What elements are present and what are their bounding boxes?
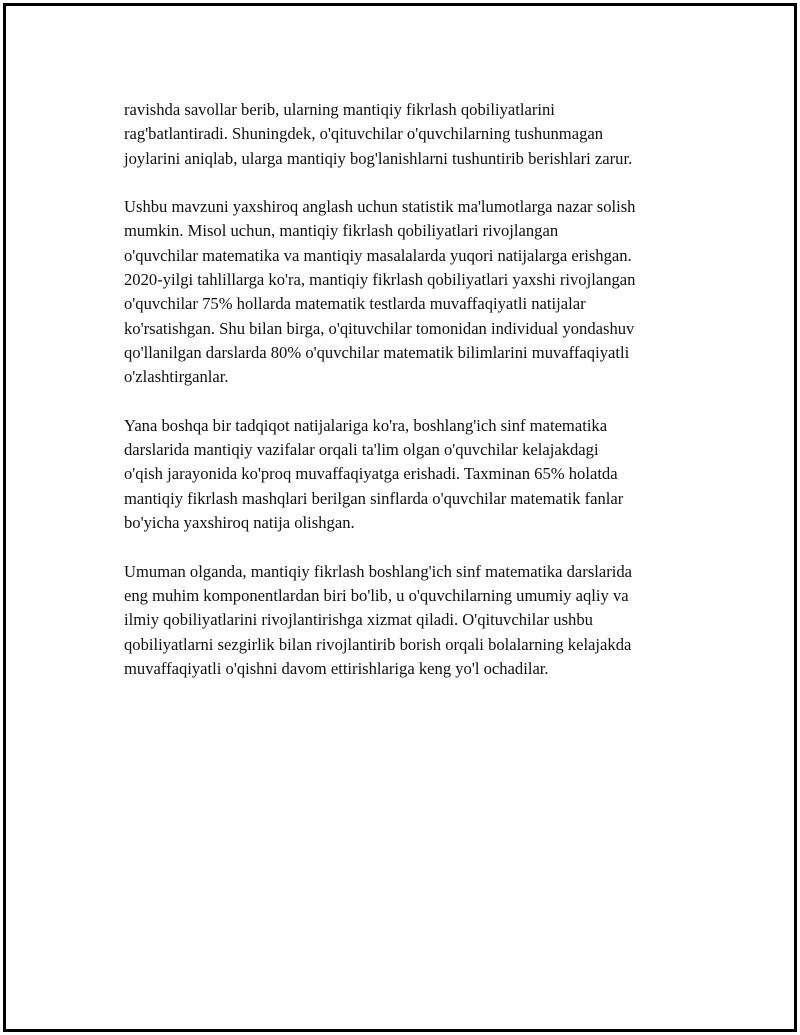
paragraph-3: Yana boshqa bir tadqiqot natijalariga ko'ra, boshlang'ich sinf matematika darslarida mantiqiy vazifalar orqali ta'lim olgan o'quvchilar kelajakdagi o'qish jarayonida ko'proq muvaffaqiyatga erishadi. Taxminan 65% holatda mantiqiy fikrlash mashqlari berilgan sinflarda o'quvchilar matematik fanlar bo'yicha yaxshiroq natija olishgan. [124,415,624,533]
paragraph-2: Ushbu mavzuni yaxshiroq anglash uchun statistik ma'lumotlarga nazar solish mumkin. Misol uchun, mantiqiy fikrlash qobiliyatlari rivojlangan o'quvchilar matematika va mantiqiy masalalarda yuqori natijalarga erishgan. 2020-yilgi tahlillarga ko'ra, mantiqiy fikrlash qobiliyatlari yaxshi rivojlangan o'quvchilar 75% hollarda matematik testlarda muvaffaqiyatli natijalar ko'rsatishgan. Shu bilan birga, o'qituvchilar tomonidan individual yondashuv qo'llanilgan darslarda 80% o'quvchilar matematik bilimlarini muvaffaqiyatli o'zlashtirganlar. [124,197,636,387]
paragraph-4: Umuman olganda, mantiqiy fikrlash boshlang'ich sinf matematika darslarida eng muhim komponentlardan biri bo'lib, u o'quvchilarning umumiy aqliy va ilmiy qobiliyatlarini rivojlantirishga xizmat qiladi. O'qituvchilar ushbu qobiliyatlarni sezgirlik bilan rivojlantirib borish orqali bolalarning kelajakda muvaffaqiyatli o'qishni davom ettirishlariga keng yo'l ochadilar. [124,561,633,678]
page-frame [3,3,797,1032]
page-body [124,98,699,705]
paragraph-1: ravishda savollar berib, ularning mantiqiy fikrlash qobiliyatlarini rag'batlantiradi. Shuningdek, o'qituvchilar o'quvchilarning tushunmagan joylarini aniqlab, ularga mantiqiy bog'lanishlarni tushuntirib berishlari zarur. [124,100,633,168]
